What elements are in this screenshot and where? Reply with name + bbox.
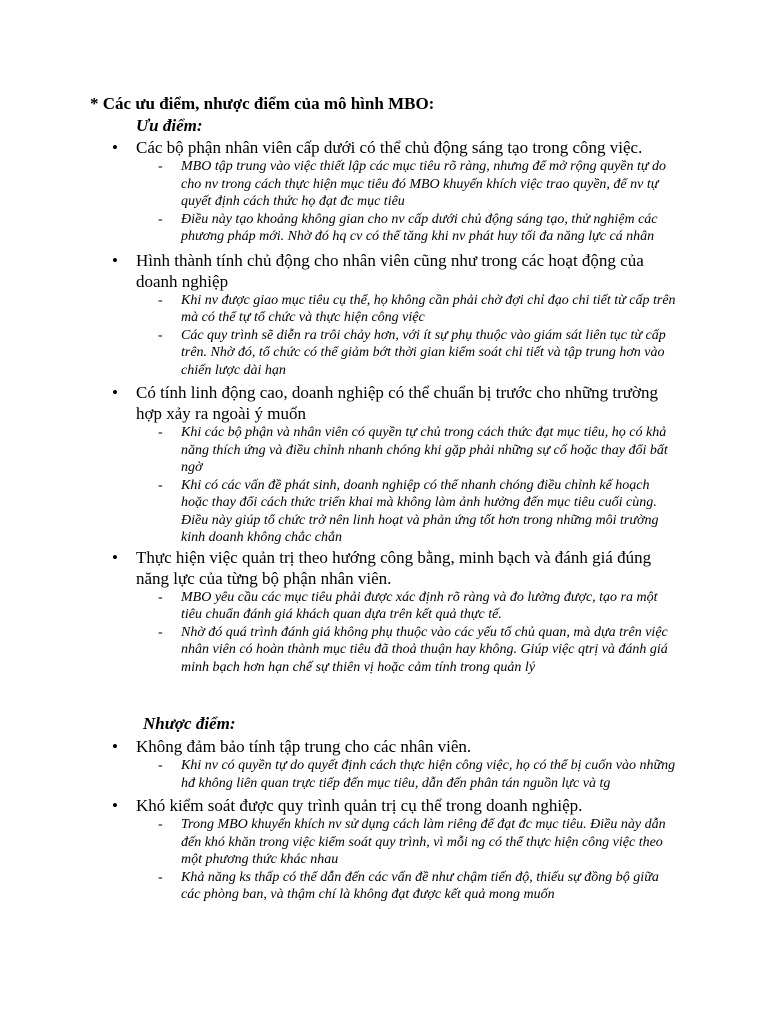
advantage-subitem xyxy=(0,211,676,246)
disadvantage-item-text: Không đảm bảo tính tập trung cho các nhân viên. xyxy=(136,737,472,756)
advantage-subitem xyxy=(0,327,676,380)
disadvantage-subitem xyxy=(0,757,676,792)
advantage-subitem-text: MBO tập trung vào việc thiết lập các mục tiêu rõ ràng, nhưng để mở rộng quyền tự do cho nv trong cách thực hiện mục tiêu đó MBO khuyến khích việc trao quyền, để nv tự quyết định cách thức họ đạt đc mục tiêu xyxy=(181,159,667,209)
advantage-subitem-text: MBO yêu cầu các mục tiêu phải được xác định rõ ràng và đo lường được, tạo ra một tiêu chuẩn đánh giá khách quan dựa trên kết quả thực tế. xyxy=(181,589,658,622)
bullet-glyph: • xyxy=(112,138,118,157)
bullet-glyph: • xyxy=(112,383,118,402)
advantage-subitem-text: Điều này tạo khoảng không gian cho nv cấp dưới chủ động sáng tạo, thử nghiệm các phương pháp mới. Nhờ đó hq cv có thể tăng khi nv phát huy tối đa năng lực cá nhân xyxy=(181,211,658,244)
advantage-subitem-text: Các quy trình sẽ diễn ra trôi chảy hơn, với ít sự phụ thuộc vào giám sát liên tục từ cấp trên. Nhờ đó, tổ chức có thể giảm bớt thời gian kiểm soát chi tiết và tập trung hơn vào chiến lược dài hạn xyxy=(181,327,666,378)
dash-glyph: - xyxy=(158,589,163,605)
advantages-list xyxy=(0,137,768,676)
advantage-item-text: Hình thành tính chủ động cho nhân viên cũng như trong các hoạt động của doanh nghiệp xyxy=(136,250,644,291)
disadvantage-subitem-text: Trong MBO khuyến khích nv sử dụng cách làm riêng để đạt đc mục tiêu. Điều này dẫn đến khó khăn trong việc kiểm soát quy trình, vì mỗi ng có thể thực hiện công việc theo một phương thức khác nhau xyxy=(181,817,666,867)
disadvantage-item xyxy=(0,795,684,816)
bullet-glyph: • xyxy=(112,250,118,270)
advantage-subitem xyxy=(0,424,676,477)
advantage-subitem xyxy=(0,292,676,327)
dash-glyph: - xyxy=(158,758,163,773)
disadvantages-title: Nhược điểm: xyxy=(143,714,236,733)
disadvantage-subitem xyxy=(0,816,676,869)
disadvantage-item xyxy=(0,736,684,757)
bullet-glyph: • xyxy=(112,796,118,815)
advantages-title: Ưu điểm: xyxy=(136,116,203,135)
disadvantages-list xyxy=(0,736,768,904)
advantage-item-text: Các bộ phận nhân viên cấp dưới có thể chủ động sáng tạo trong công việc. xyxy=(136,138,643,157)
bullet-glyph: • xyxy=(112,547,118,567)
dash-glyph: - xyxy=(158,425,163,440)
advantage-item xyxy=(0,547,684,589)
advantage-item-text: Thực hiện việc quản trị theo hướng công bằng, minh bạch và đánh giá đúng năng lực của từng bộ phận nhân viên. xyxy=(136,547,652,588)
advantage-subitem-text: Khi nv được giao mục tiêu cụ thể, họ không cần phải chờ đợi chỉ đạo chi tiết từ cấp trên mà có thể tự tổ chức và thực hiện công việc xyxy=(181,292,676,325)
dash-glyph: - xyxy=(158,159,163,174)
advantage-subitem-text: Nhờ đó quá trình đánh giá không phụ thuộc vào các yếu tố chủ quan, mà dựa trên việc nhân viên có hoàn thành mục tiêu đã thoả thuận hay không. Giúp việc qtrị và đánh giá minh bạch hơn hạn chế sự thiên vị hoặc cảm tính trong quản lý xyxy=(181,624,668,675)
dash-glyph: - xyxy=(158,869,163,885)
disadvantage-subitem xyxy=(0,869,676,904)
disadvantage-subitem-text: Khi nv có quyền tự do quyết định cách thực hiện công việc, họ có thể bị cuốn vào những hđ không liên quan trực tiếp đến mục tiêu, dẫn đến phân tán nguồn lực và tg xyxy=(181,758,676,791)
dash-glyph: - xyxy=(158,624,163,640)
advantage-subitem xyxy=(0,589,676,624)
disadvantage-item-text: Khó kiểm soát được quy trình quản trị cụ thể trong doanh nghiệp. xyxy=(136,796,583,815)
dash-glyph: - xyxy=(158,211,163,227)
advantage-subitem xyxy=(0,624,676,677)
advantage-item xyxy=(0,382,684,424)
dash-glyph: - xyxy=(158,327,163,343)
dash-glyph: - xyxy=(158,477,163,493)
advantage-item-text: Có tính linh động cao, doanh nghiệp có thể chuẩn bị trước cho những trường hợp xảy ra ngoài ý muốn xyxy=(136,383,658,423)
advantage-subitem xyxy=(0,477,676,547)
advantage-item xyxy=(0,137,684,158)
advantage-subitem xyxy=(0,158,676,211)
document-heading: * Các ưu điểm, nhược điểm của mô hình MBO: xyxy=(90,94,435,113)
advantage-subitem-text: Khi có các vấn đề phát sinh, doanh nghiệp có thể nhanh chóng điều chỉnh kế hoạch hoặc thay đổi cách thức triển khai mà không làm ảnh hưởng đến mục tiêu cuối cùng. Điều này giúp tổ chức trở nên linh hoạt và phản ứng tốt hơn trong những môi trường kinh doanh không chắc chắn xyxy=(181,477,659,545)
dash-glyph: - xyxy=(158,817,163,832)
bullet-glyph: • xyxy=(112,737,118,756)
disadvantage-subitem-text: Khả năng ks thấp có thể dẫn đến các vấn đề như chậm tiến độ, thiếu sự đồng bộ giữa các phòng ban, và thậm chí là không đạt được kết quả mong muốn xyxy=(181,869,659,902)
dash-glyph: - xyxy=(158,292,163,308)
advantage-item xyxy=(0,250,684,292)
advantage-subitem-text: Khi các bộ phận và nhân viên có quyền tự chủ trong cách thức đạt mục tiêu, họ có khả năng thích ứng và điều chỉnh nhanh chóng khi gặp phải những sự cố hoặc thay đổi bất ngờ xyxy=(181,425,668,475)
